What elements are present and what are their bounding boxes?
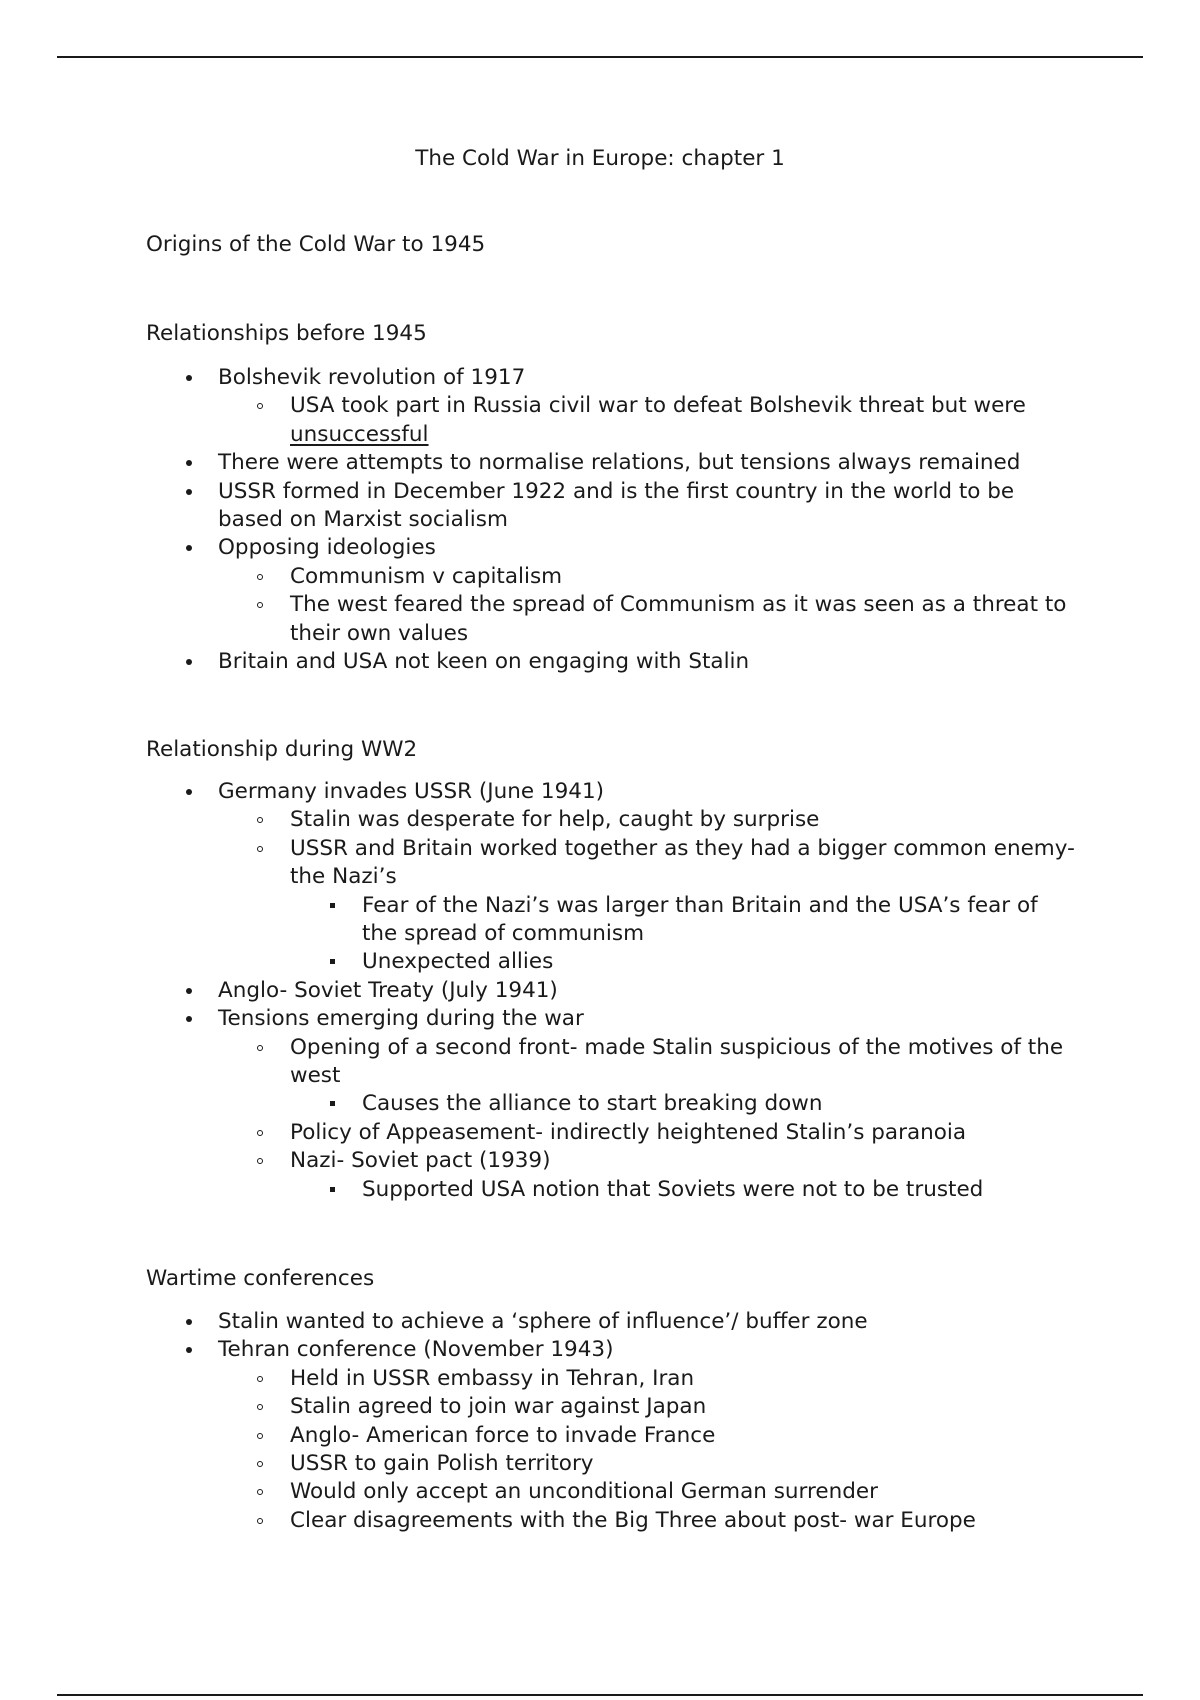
- list-item-text: Stalin was desperate for help, caught by surprise: [290, 807, 820, 833]
- list-item-text: Causes the alliance to start breaking down: [362, 1091, 823, 1117]
- list-item-text: USSR to gain Polish territory: [290, 1451, 594, 1477]
- list-item-text: USSR formed in December 1922 and is the first country in the world to be based on Marxist socialism: [218, 478, 1015, 533]
- list-item-text: The west feared the spread of Communism as it was seen as a threat to their own values: [290, 592, 1067, 646]
- sub-list-item: [290, 1034, 1078, 1119]
- sub-sub-list: [290, 1176, 1078, 1204]
- footer-rule: [57, 1694, 1143, 1696]
- list-item-text: Supported USA notion that Soviets were not to be trusted: [362, 1176, 984, 1202]
- bullet-list: [218, 778, 1078, 1204]
- sub-sub-list-item: [362, 892, 1078, 949]
- sub-sub-list: [290, 1090, 1078, 1118]
- document-title: The Cold War in Europe: chapter 1: [415, 146, 785, 171]
- list-item: [218, 364, 1078, 449]
- sub-list: [218, 1365, 1078, 1535]
- underlined-text: unsuccessful: [290, 421, 429, 447]
- list-item-text: Stalin agreed to join war against Japan: [290, 1394, 707, 1420]
- sub-sub-list-item: [362, 1090, 1078, 1118]
- sub-list: [218, 1034, 1078, 1204]
- sub-list-item: [290, 1393, 1078, 1421]
- list-item-text: Held in USSR embassy in Tehran, Iran: [290, 1365, 695, 1391]
- sub-list: [218, 563, 1078, 648]
- list-item-text: Britain and USA not keen on engaging with Stalin: [218, 649, 750, 675]
- list-item-text: USSR and Britain worked together as they had a bigger common enemy- the Nazi’s: [290, 835, 1075, 890]
- list-item: [218, 1336, 1078, 1535]
- section-heading-wartime-conferences: Wartime conferences: [146, 1266, 375, 1291]
- list-item: [218, 778, 1078, 977]
- sub-sub-list: [290, 892, 1078, 977]
- sub-list: [218, 806, 1078, 976]
- sub-list-item: [290, 1119, 1078, 1147]
- list-item-text: Clear disagreements with the Big Three about post- war Europe: [290, 1507, 976, 1533]
- sub-list-item: [290, 392, 1078, 449]
- sub-list-item: [290, 1507, 1078, 1535]
- list-item-text: Anglo- Soviet Treaty (July 1941): [218, 977, 558, 1003]
- list-item: [218, 977, 1078, 1005]
- list-item-text: Policy of Appeasement- indirectly heightened Stalin’s paranoia: [290, 1119, 967, 1145]
- list-item: [218, 1005, 1078, 1204]
- list-item: [218, 478, 1078, 535]
- list-item-text: There were attempts to normalise relations, but tensions always remained: [218, 450, 1021, 476]
- list-item-text: Bolshevik revolution of 1917: [218, 365, 526, 390]
- list-item-text: Opposing ideologies: [218, 535, 436, 561]
- list-item-text: Nazi- Soviet pact (1939): [290, 1148, 551, 1174]
- list-item-text: Fear of the Nazi’s was larger than Britain and the USA’s fear of the spread of communism: [362, 892, 1038, 947]
- sub-sub-list-item: [362, 948, 1078, 976]
- bullet-list: [218, 364, 1078, 676]
- sub-list-item: [290, 591, 1078, 648]
- list-item: [218, 449, 1078, 477]
- bullet-list: [218, 1308, 1078, 1535]
- main-heading: Origins of the Cold War to 1945: [146, 232, 486, 257]
- header-rule: [57, 56, 1143, 58]
- list-item-text: Anglo- American force to invade France: [290, 1422, 716, 1448]
- section-heading-relationships-before-1945: Relationships before 1945: [146, 321, 427, 346]
- sub-list-item: [290, 1422, 1078, 1450]
- sub-sub-list-item: [362, 1176, 1078, 1204]
- list-item-text: Tensions emerging during the war: [218, 1006, 584, 1032]
- list-item-text: USA took part in Russia civil war to defeat Bolshevik threat but were: [290, 393, 1026, 419]
- list-item-text: Communism v capitalism: [290, 563, 563, 589]
- section-heading-relationship-during-ww2: Relationship during WW2: [146, 737, 418, 762]
- sub-list-item: [290, 806, 1078, 834]
- list-item-text: Tehran conference (November 1943): [218, 1337, 614, 1363]
- list-item-text: Would only accept an unconditional German surrender: [290, 1479, 878, 1505]
- list-item: [218, 1308, 1078, 1336]
- sub-list-item: [290, 1365, 1078, 1393]
- sub-list-item: [290, 835, 1078, 977]
- list-item-text: Germany invades USSR (June 1941): [218, 779, 605, 804]
- list-item-text: Opening of a second front- made Stalin suspicious of the motives of the west: [290, 1034, 1064, 1089]
- sub-list-item: [290, 1147, 1078, 1204]
- list-item: [218, 648, 1078, 676]
- list-item-text: Unexpected allies: [362, 949, 554, 975]
- list-item: [218, 534, 1078, 648]
- sub-list-item: [290, 563, 1078, 591]
- sub-list-item: [290, 1478, 1078, 1506]
- list-item-text: Stalin wanted to achieve a ‘sphere of influence’/ buffer zone: [218, 1309, 868, 1334]
- sub-list-item: [290, 1450, 1078, 1478]
- sub-list: [218, 392, 1078, 449]
